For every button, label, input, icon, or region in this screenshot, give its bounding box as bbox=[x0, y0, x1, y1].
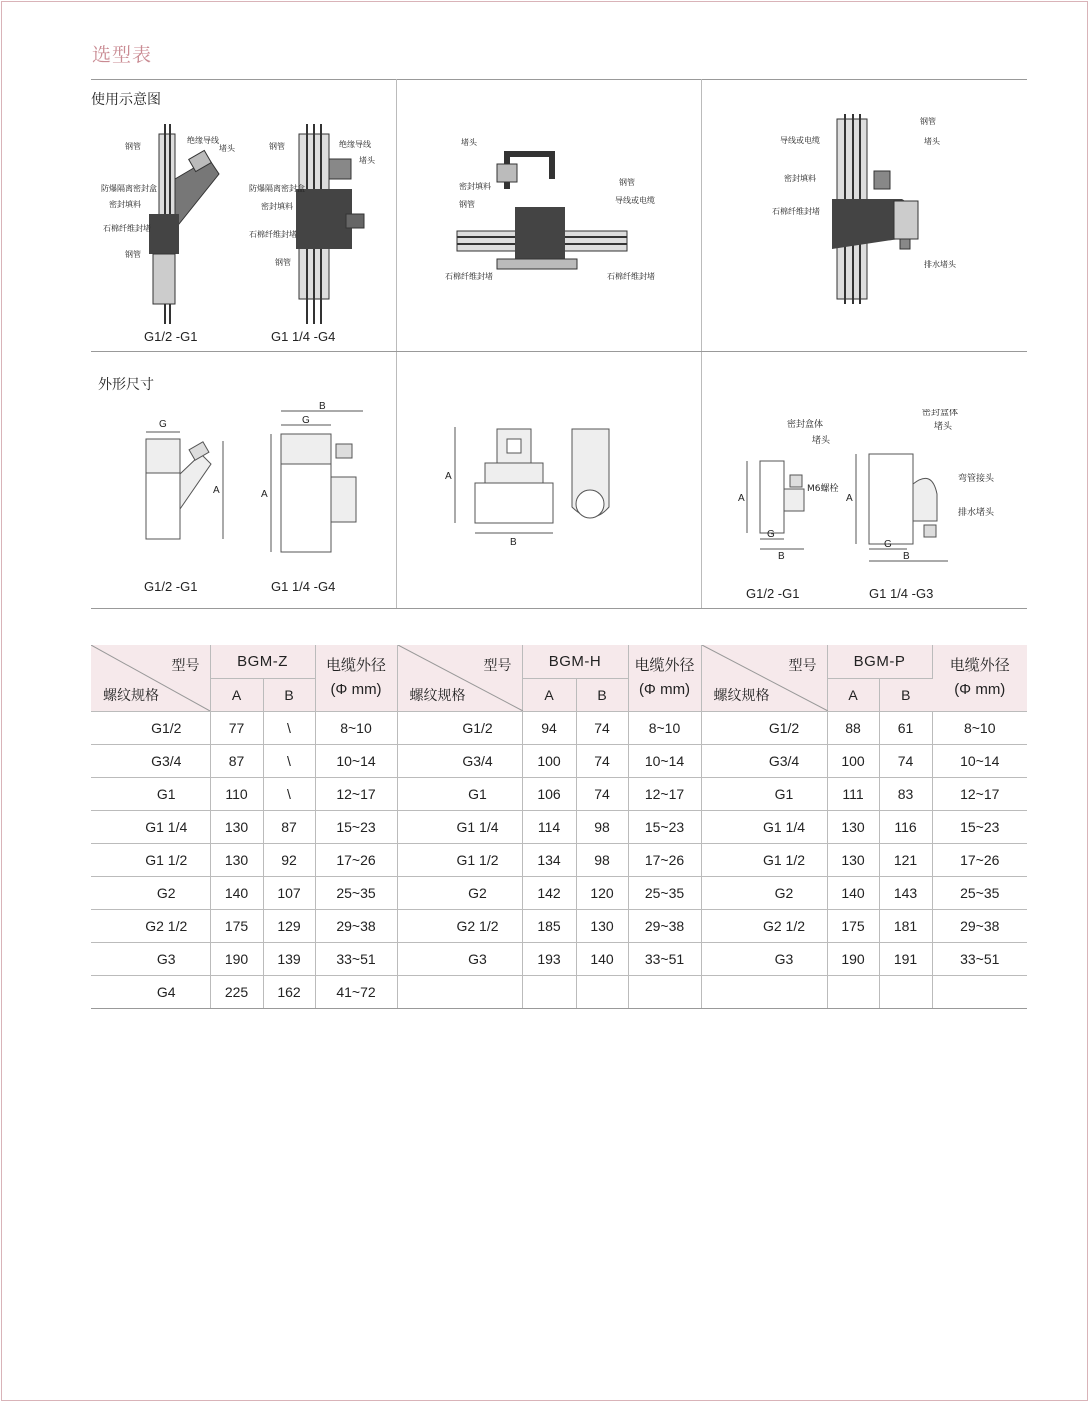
b-cell-p: 116 bbox=[879, 810, 932, 843]
u1-label-3: 防爆隔离密封盒 bbox=[101, 184, 157, 193]
u3-label-1: 密封填料 bbox=[459, 182, 491, 191]
spec-cell-p: G1/2 bbox=[701, 711, 827, 744]
dia-cell-z: 17~26 bbox=[315, 843, 397, 876]
dia-cell-h: 8~10 bbox=[628, 711, 701, 744]
a-cell-h: 185 bbox=[522, 909, 576, 942]
o4-dim-b1: B bbox=[778, 551, 785, 562]
b-cell-h bbox=[576, 975, 628, 1008]
b-cell-z: 87 bbox=[263, 810, 315, 843]
header-diag-h bbox=[397, 645, 522, 711]
usage-drawing-horizontal bbox=[457, 154, 627, 269]
outline-diagram-3 bbox=[397, 409, 701, 599]
dia-label-p: 电缆外径 bbox=[949, 656, 1010, 674]
spec-cell-p bbox=[701, 975, 827, 1008]
a-cell-z: 190 bbox=[210, 942, 263, 975]
u1-label-2: 堵头 bbox=[219, 144, 235, 153]
b-cell-h: 98 bbox=[576, 810, 628, 843]
a-cell-p: 190 bbox=[827, 942, 879, 975]
dia-cell-p: 17~26 bbox=[932, 843, 1027, 876]
outline-drawing-small bbox=[146, 432, 223, 539]
b-cell-p: 121 bbox=[879, 843, 932, 876]
spec-cell-h: G1/2 bbox=[397, 711, 522, 744]
u2-label-2: 堵头 bbox=[359, 156, 375, 165]
u4-label-2: 堵头 bbox=[924, 137, 940, 146]
a-cell-p bbox=[827, 975, 879, 1008]
dia-label-h: 电缆外径 bbox=[634, 656, 695, 674]
col-a-h: A bbox=[522, 678, 576, 711]
o4-dim-g1: G bbox=[767, 529, 775, 540]
u2-label-3: 防爆隔离密封盒 bbox=[249, 184, 305, 193]
b-cell-p: 181 bbox=[879, 909, 932, 942]
col-b-h: B bbox=[576, 678, 628, 711]
dia-unit-h: (Φ mm) bbox=[638, 680, 691, 698]
u2-label-4: 密封填料 bbox=[261, 202, 293, 211]
u3-label-3: 钢管 bbox=[619, 178, 635, 187]
header-diag-p bbox=[701, 645, 827, 711]
usage-caption-2: G1 1/4 -G4 bbox=[271, 329, 336, 344]
u2-label-5: 石棉纤维封堵 bbox=[249, 230, 297, 239]
o1-dim-a: A bbox=[213, 485, 220, 496]
a-cell-p: 130 bbox=[827, 810, 879, 843]
b-cell-h: 120 bbox=[576, 876, 628, 909]
spec-table bbox=[91, 645, 1027, 1009]
dia-cell-h: 15~23 bbox=[628, 810, 701, 843]
outline-caption-2: G1 1/4 -G4 bbox=[271, 579, 336, 594]
dia-cell-h: 10~14 bbox=[628, 744, 701, 777]
table-row bbox=[91, 975, 1027, 1008]
spec-cell-z: G2 bbox=[91, 876, 210, 909]
table-row bbox=[91, 711, 1027, 744]
col-a-z: A bbox=[210, 678, 263, 711]
dia-header-z bbox=[315, 645, 397, 711]
model-bgm-z: BGM-Z bbox=[210, 645, 315, 678]
dia-cell-h: 25~35 bbox=[628, 876, 701, 909]
u1-label-6: 钢管 bbox=[125, 250, 141, 259]
o4-label-6: 排水堵头 bbox=[958, 508, 995, 518]
grid-divider-bottom bbox=[91, 608, 1027, 609]
outline-drawing-cross bbox=[747, 454, 948, 561]
a-cell-z: 110 bbox=[210, 777, 263, 810]
a-cell-h: 106 bbox=[522, 777, 576, 810]
a-cell-p: 130 bbox=[827, 843, 879, 876]
u2-label-0: 钢管 bbox=[269, 142, 285, 151]
spec-cell-p: G1 bbox=[701, 777, 827, 810]
o3-dim-a: A bbox=[445, 471, 452, 482]
o4-dim-g2: G bbox=[884, 539, 892, 550]
spec-cell-h: G1 1/4 bbox=[397, 810, 522, 843]
u4-label-4: 石棉纤维封堵 bbox=[772, 207, 820, 216]
dia-cell-p: 29~38 bbox=[932, 909, 1027, 942]
dia-cell-p: 8~10 bbox=[932, 711, 1027, 744]
type-label-z: 型号 bbox=[171, 657, 200, 673]
b-cell-z: 129 bbox=[263, 909, 315, 942]
type-label-h: 型号 bbox=[483, 657, 512, 673]
dia-unit-z: (Φ mm) bbox=[330, 680, 382, 698]
type-label-p: 型号 bbox=[788, 657, 817, 673]
table-header-row-1 bbox=[91, 645, 1027, 678]
o4-label-2: M6螺栓 bbox=[807, 484, 839, 494]
usage-drawing-drain bbox=[832, 114, 918, 304]
col-a-p: A bbox=[827, 678, 879, 711]
b-cell-z: 92 bbox=[263, 843, 315, 876]
b-cell-z: \ bbox=[263, 744, 315, 777]
a-cell-p: 100 bbox=[827, 744, 879, 777]
dia-cell-z: 8~10 bbox=[315, 711, 397, 744]
b-cell-h: 74 bbox=[576, 777, 628, 810]
usage-section-label: 使用示意图 bbox=[91, 92, 161, 108]
dia-cell-z: 33~51 bbox=[315, 942, 397, 975]
u4-label-3: 密封填料 bbox=[784, 174, 816, 183]
a-cell-z: 225 bbox=[210, 975, 263, 1008]
spec-cell-h: G2 bbox=[397, 876, 522, 909]
spec-cell-z: G3 bbox=[91, 942, 210, 975]
b-cell-h: 140 bbox=[576, 942, 628, 975]
outline-caption-3: G1/2 -G1 bbox=[746, 586, 800, 601]
o4-dim-a1: A bbox=[738, 493, 745, 504]
u4-label-5: 排水堵头 bbox=[924, 260, 956, 269]
spec-cell-p: G3/4 bbox=[701, 744, 827, 777]
a-cell-h: 94 bbox=[522, 711, 576, 744]
dia-cell-h bbox=[628, 975, 701, 1008]
a-cell-h: 114 bbox=[522, 810, 576, 843]
dia-cell-p: 12~17 bbox=[932, 777, 1027, 810]
dia-cell-p: 33~51 bbox=[932, 942, 1027, 975]
spec-cell-h: G1 1/2 bbox=[397, 843, 522, 876]
o3-dim-b: B bbox=[510, 537, 517, 548]
u3-label-6: 石棉纤维封堵 bbox=[607, 272, 655, 281]
o4-label-3: 密封盒体 bbox=[922, 409, 959, 418]
spec-cell-p: G1 1/4 bbox=[701, 810, 827, 843]
dia-cell-z: 41~72 bbox=[315, 975, 397, 1008]
b-cell-z: \ bbox=[263, 777, 315, 810]
b-cell-p: 191 bbox=[879, 942, 932, 975]
illustration-grid bbox=[91, 79, 1027, 609]
dia-cell-z: 12~17 bbox=[315, 777, 397, 810]
dia-cell-p: 10~14 bbox=[932, 744, 1027, 777]
outline-caption-4: G1 1/4 -G3 bbox=[869, 586, 934, 601]
spec-cell-z: G1/2 bbox=[91, 711, 210, 744]
page-title: 选型表 bbox=[92, 44, 153, 66]
table-row bbox=[91, 744, 1027, 777]
b-cell-p: 83 bbox=[879, 777, 932, 810]
o2-dim-b: B bbox=[319, 401, 326, 412]
a-cell-z: 140 bbox=[210, 876, 263, 909]
a-cell-h bbox=[522, 975, 576, 1008]
spec-label-z: 螺纹规格 bbox=[103, 686, 159, 703]
dia-cell-p bbox=[932, 975, 1027, 1008]
spec-cell-p: G2 1/2 bbox=[701, 909, 827, 942]
dia-cell-z: 15~23 bbox=[315, 810, 397, 843]
spec-cell-p: G1 1/2 bbox=[701, 843, 827, 876]
usage-diagram-3 bbox=[397, 119, 701, 349]
a-cell-z: 130 bbox=[210, 843, 263, 876]
outline-drawing-large bbox=[271, 411, 363, 552]
usage-drawing-small bbox=[149, 124, 219, 324]
b-cell-p: 143 bbox=[879, 876, 932, 909]
u3-label-2: 钢管 bbox=[459, 200, 475, 209]
u1-label-4: 密封填料 bbox=[109, 200, 141, 209]
col-b-p: B bbox=[879, 678, 932, 711]
o4-label-5: 弯管接头 bbox=[958, 474, 995, 484]
outline-diagram-4 bbox=[702, 409, 1027, 584]
a-cell-p: 175 bbox=[827, 909, 879, 942]
o2-dim-a: A bbox=[261, 489, 268, 500]
b-cell-p: 61 bbox=[879, 711, 932, 744]
o4-label-0: 密封盒体 bbox=[787, 420, 824, 430]
b-cell-h: 130 bbox=[576, 909, 628, 942]
usage-drawing-large bbox=[296, 124, 364, 324]
dia-cell-p: 25~35 bbox=[932, 876, 1027, 909]
u2-label-6: 钢管 bbox=[275, 258, 291, 267]
dia-cell-h: 17~26 bbox=[628, 843, 701, 876]
table-header-row-2 bbox=[91, 678, 1027, 711]
o2-dim-g: G bbox=[302, 415, 310, 426]
table-row bbox=[91, 909, 1027, 942]
u1-label-5: 石棉纤维封堵 bbox=[103, 224, 151, 233]
spec-cell-z: G1 1/2 bbox=[91, 843, 210, 876]
dia-unit-p: (Φ mm) bbox=[954, 680, 1006, 698]
o1-dim-g: G bbox=[159, 419, 167, 430]
outline-drawing-pair bbox=[455, 427, 609, 533]
u4-label-0: 钢管 bbox=[920, 117, 936, 126]
a-cell-z: 77 bbox=[210, 711, 263, 744]
table-row bbox=[91, 942, 1027, 975]
u3-label-5: 石棉纤维封堵 bbox=[445, 272, 493, 281]
outline-caption-1: G1/2 -G1 bbox=[144, 579, 198, 594]
dia-cell-z: 10~14 bbox=[315, 744, 397, 777]
spec-cell-z: G1 1/4 bbox=[91, 810, 210, 843]
table-row bbox=[91, 843, 1027, 876]
spec-cell-z: G2 1/2 bbox=[91, 909, 210, 942]
spec-cell-z: G1 bbox=[91, 777, 210, 810]
dia-cell-h: 33~51 bbox=[628, 942, 701, 975]
a-cell-z: 87 bbox=[210, 744, 263, 777]
dia-cell-h: 12~17 bbox=[628, 777, 701, 810]
table-row bbox=[91, 810, 1027, 843]
dia-cell-h: 29~38 bbox=[628, 909, 701, 942]
spec-cell-z: G4 bbox=[91, 975, 210, 1008]
a-cell-z: 175 bbox=[210, 909, 263, 942]
spec-cell-p: G3 bbox=[701, 942, 827, 975]
header-diag-z bbox=[91, 645, 210, 711]
spec-cell-p: G2 bbox=[701, 876, 827, 909]
col-b-z: B bbox=[263, 678, 315, 711]
spec-label-h: 螺纹规格 bbox=[409, 686, 466, 703]
spec-cell-h: G2 1/2 bbox=[397, 909, 522, 942]
spec-cell-h bbox=[397, 975, 522, 1008]
spec-label-p: 螺纹规格 bbox=[713, 686, 770, 703]
usage-caption-1: G1/2 -G1 bbox=[144, 329, 198, 344]
usage-diagram-1 bbox=[91, 119, 396, 349]
b-cell-h: 98 bbox=[576, 843, 628, 876]
u1-label-0: 钢管 bbox=[125, 142, 141, 151]
o4-label-4: 堵头 bbox=[934, 422, 953, 432]
a-cell-h: 142 bbox=[522, 876, 576, 909]
u3-label-0: 堵头 bbox=[461, 138, 477, 147]
a-cell-p: 88 bbox=[827, 711, 879, 744]
a-cell-h: 100 bbox=[522, 744, 576, 777]
a-cell-p: 140 bbox=[827, 876, 879, 909]
table-row bbox=[91, 876, 1027, 909]
a-cell-p: 111 bbox=[827, 777, 879, 810]
model-bgm-h: BGM-H bbox=[522, 645, 628, 678]
b-cell-z: 139 bbox=[263, 942, 315, 975]
dia-cell-z: 25~35 bbox=[315, 876, 397, 909]
u4-label-1: 导线或电缆 bbox=[780, 136, 820, 145]
o4-label-1: 堵头 bbox=[812, 436, 831, 446]
b-cell-z: 162 bbox=[263, 975, 315, 1008]
b-cell-z: 107 bbox=[263, 876, 315, 909]
spec-cell-h: G3 bbox=[397, 942, 522, 975]
o4-dim-a2: A bbox=[846, 493, 853, 504]
u2-label-1: 绝缘导线 bbox=[339, 140, 371, 149]
u1-label-1: 绝缘导线 bbox=[187, 136, 219, 145]
b-cell-h: 74 bbox=[576, 744, 628, 777]
grid-divider-mid bbox=[91, 351, 1027, 352]
u3-label-4: 导线或电缆 bbox=[615, 196, 655, 205]
o4-dim-b2: B bbox=[903, 551, 910, 562]
spec-table-body bbox=[91, 711, 1027, 1008]
b-cell-h: 74 bbox=[576, 711, 628, 744]
a-cell-h: 134 bbox=[522, 843, 576, 876]
spec-cell-h: G1 bbox=[397, 777, 522, 810]
table-row bbox=[91, 777, 1027, 810]
dia-cell-p: 15~23 bbox=[932, 810, 1027, 843]
spec-cell-h: G3/4 bbox=[397, 744, 522, 777]
dia-label-z: 电缆外径 bbox=[325, 656, 386, 674]
a-cell-h: 193 bbox=[522, 942, 576, 975]
b-cell-p: 74 bbox=[879, 744, 932, 777]
a-cell-z: 130 bbox=[210, 810, 263, 843]
model-bgm-p: BGM-P bbox=[827, 645, 932, 678]
spec-cell-z: G3/4 bbox=[91, 744, 210, 777]
dia-cell-z: 29~38 bbox=[315, 909, 397, 942]
dia-header-h bbox=[628, 645, 701, 711]
outline-section-label: 外形尺寸 bbox=[98, 377, 154, 393]
dia-header-p bbox=[932, 645, 1027, 711]
b-cell-z: \ bbox=[263, 711, 315, 744]
b-cell-p bbox=[879, 975, 932, 1008]
outline-diagram-1 bbox=[91, 399, 396, 599]
usage-diagram-4 bbox=[702, 109, 1027, 349]
